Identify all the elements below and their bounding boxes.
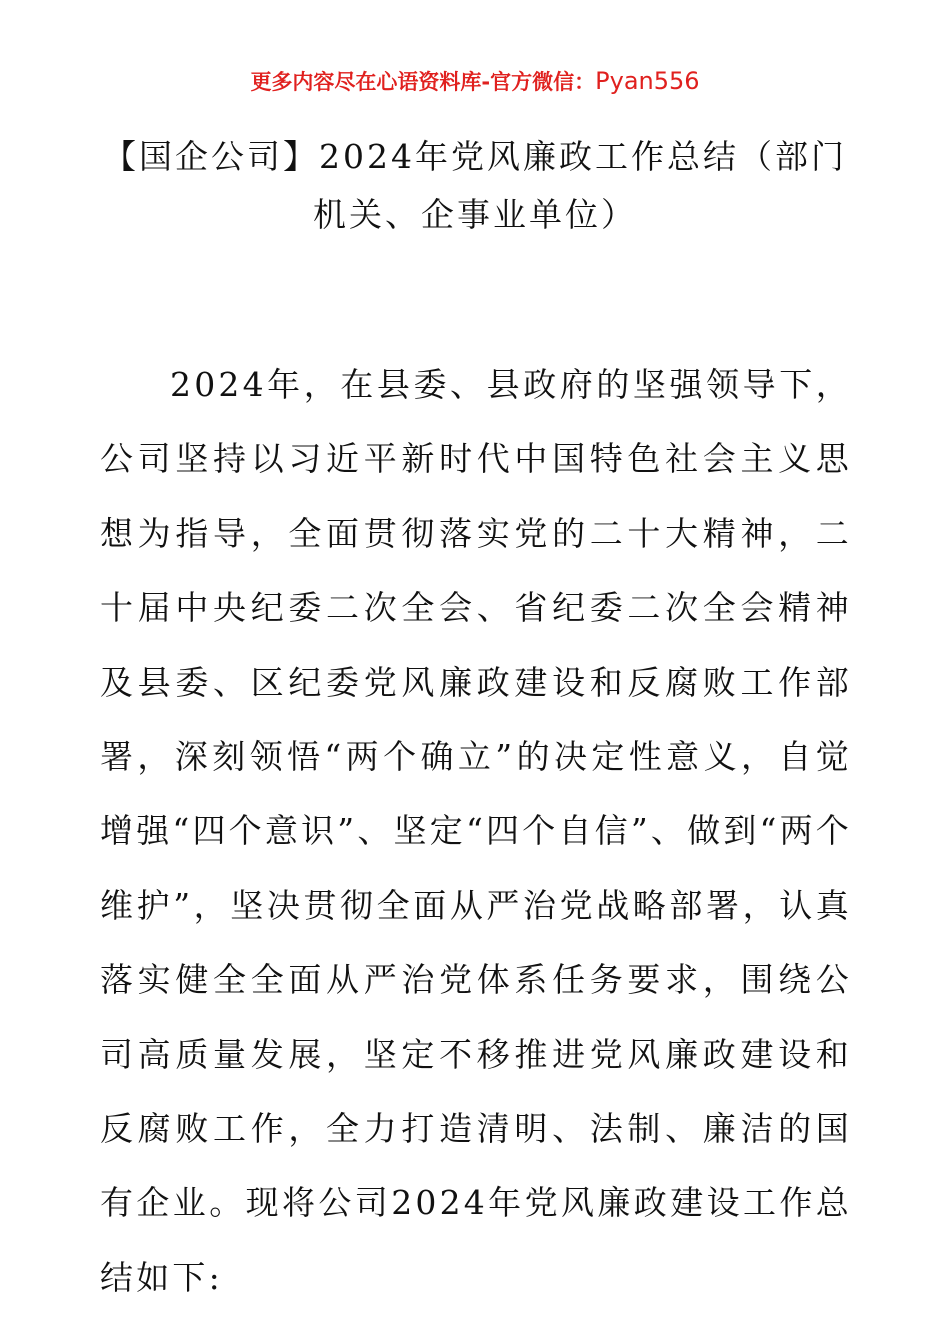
watermark-banner [0,66,950,96]
body-paragraph: 2024年，在县委、县政府的坚强领导下，公司坚持以习近平新时代中国特色社会主义思想为指导，全面贯彻落实党的二十大精神，二十届中央纪委二次全会、省纪委二次全会精神及县委、区纪委党风廉政建设和反腐败工作部署，深刻领悟“两个确立”的决定性意义，自觉增强“四个意识”、坚定“四个自信”、做到“两个维护”，坚决贯彻全面从严治党战略部署，认真落实健全全面从严治党体系任务要求，围绕公司高质量发展，坚定不移推进党风廉政建设和反腐败工作，全力打造清明、法制、廉洁的国有企业。现将公司2024年党风廉政建设工作总结如下: [100,365,852,1297]
watermark-wechat-id: Pyan556 [595,67,700,95]
document-title: 【国企公司】2024年党风廉政工作总结（部门机关、企事业单位） [103,137,847,234]
watermark-text: 更多内容尽在心语资料库-官方微信： [250,70,596,94]
